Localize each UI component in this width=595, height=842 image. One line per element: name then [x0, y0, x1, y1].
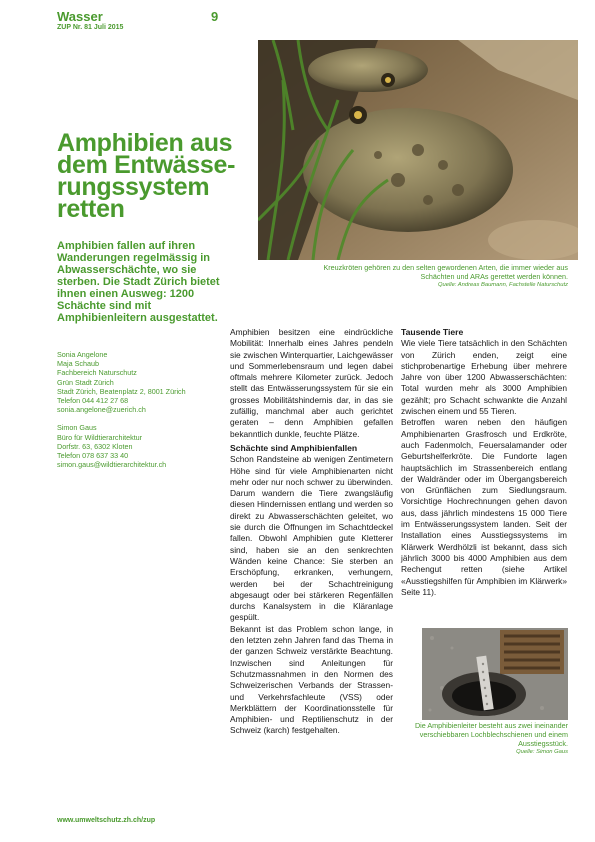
bottom-photo-caption [410, 721, 568, 756]
issue-label: ZUP Nr. 81 Juli 2015 [57, 24, 124, 31]
section-heading: Tausende Tiere [401, 327, 464, 337]
body-column-2 [401, 327, 567, 598]
top-photo-caption [290, 263, 568, 289]
contact-line: Maja Schaub [57, 359, 99, 369]
contact-block [57, 423, 227, 469]
body-paragraph: Bekannt ist das Problem schon lange, in den letzten zehn Jahren fand das Thema in der ganzen Schweiz verstärkte Beachtung. Inzwischen sind Anleitungen für Schutzmassnahmen in den Normen des Schweizerischen Verbands der Strassen- und Verkehrsfachleute (VSS) oder Merkblättern der Koordinationsstelle für Amphibien- und Reptilienschutz in der Schweiz (karch) festgehalten. [230, 623, 393, 736]
contact-email: simon.gaus@wildtierarchitektur.ch [57, 460, 167, 470]
contact-line: Sonia Angelone [57, 350, 108, 359]
body-paragraph: Amphibien besitzen eine eindrückliche Mobilität: Innerhalb eines Jahres pendeln sie zwischen Winterquartier, Laichgewässer und Sommerlebensraum und legen dabei oftmals mehrere Kilometer zurück. Jedoch stellt das Entwässerungssystem für sie ein grosses Mobilitätshindernis dar, in das sie zufällig, manchmal aber auch gerichtet geraten – denn Amphibien gefallen bekanntlich dunkle, feuchte Plätze. [230, 327, 393, 439]
top-photo-caption-text: Kreuzkröten gehören zu den selten gewordenen Arten, die immer wieder aus Schächten und ARAs gerettet werden können. [323, 263, 568, 281]
contact-block [57, 350, 227, 414]
body-paragraph: Betroffen waren neben den häufigen Amphibienarten Grasfrosch und Erdkröte, auch Fadenmolch, Feuersalamander oder Geburtshelferkröte. Die Fundorte lagen hauptsächlich im Strassenbereich entlang der Waldränder oder im Übergangsbereich von Grünflächen zum Siedlungsraum. Vorsichtige Hochrechnungen gehen davon aus, dass jährlich mindestens 15 000 Tiere im Entwässerungssystem landen. Seit der Installation eines Ausstiegssystems im Klärwerk Werdhölzli ist bekannt, dass sich jährlich 3000 bis 4000 Amphibien aus dem Rechengut retten (siehe Artikel «Ausstiegshilfen für Amphibien im Klärwerk» Seite 11). [401, 417, 567, 597]
contact-line: Simon Gaus [57, 423, 97, 433]
page-number: 9 [211, 9, 219, 24]
contact-line: Stadt Zürich, Beatenplatz 2, 8001 Zürich [57, 386, 186, 396]
toads-photo [258, 40, 578, 260]
section-title: Wasser [57, 9, 103, 24]
amphibian-ladder-photo [422, 628, 568, 720]
contact-line: Fachbereich Naturschutz [57, 368, 137, 378]
body-paragraph: Wie viele Tiere tatsächlich in den Schächten von Zürich enden, zeigt eine stichprobenartige Erhebung über mehrere Jahre von über 1200 Abwasserschächten: Total wurden mehr als 3000 Amphibien gezählt; pro Schacht schwankte die Anzahl zwischen einem und 55 Tieren. [401, 338, 567, 417]
contact-line: Grün Stadt Zürich [57, 377, 114, 387]
contact-email: sonia.angelone@zuerich.ch [57, 405, 146, 415]
footer-url-link[interactable]: www.umweltschutz.zh.ch/zup [57, 817, 156, 824]
article-lead: Amphibien fallen auf ihren Wanderungen regelmässig in Abwasserschächte, wo sie sterben. Die Stadt Zürich bietet ihnen einen Ausweg: 1200 Schächte sind mit Amphibienleitern ausgestattet. [57, 240, 220, 324]
author-contacts [57, 350, 227, 478]
contact-line: Telefon 078 637 33 40 [57, 451, 129, 461]
contact-line: Dorfstr. 63, 6302 Kloten [57, 441, 133, 451]
body-paragraph: Schon Randsteine ab wenigen Zentimetern Höhe sind für viele Amphibienarten nicht mehr oder nur noch schwer zu überwinden. Darum wandern die Tiere zwangsläufig diesen Hindernissen entlang und werden so direkt zu Abwasserschächten geleitet, wo sie durch die Öffnungen im Schachtdeckel fallen. Obwohl Amphibien gute Kletterer sind, haben sie an den senkrechten Wänden keine Chance: Sie sterben an Erschöpfung, erkranken, verhungern, werden bei der Schachtreinigung abgesaugt oder bei stärkeren Regenfällen durchs Kanalsystem in die Kläranlage gespült. [230, 454, 393, 623]
section-heading: Schächte sind Amphibienfallen [230, 442, 358, 453]
article-title: Amphibien aus dem Entwässe-rungssystem retten [57, 129, 236, 223]
top-photo-credit: Quelle: Andreas Baumann, Fachstelle Naturschutz [438, 282, 568, 288]
bottom-photo-caption-text: Die Amphibienleiter besteht aus zwei ineinander verschiebbaren Lochblechschienen und einem Ausstiegsstück. [414, 721, 568, 748]
body-column-1 [230, 327, 393, 737]
bottom-photo-credit: Quelle: Simon Gaus [516, 749, 568, 755]
contact-line: Telefon 044 412 27 68 [57, 396, 129, 406]
contact-line: Büro für Wildtierarchitektur [57, 432, 143, 442]
